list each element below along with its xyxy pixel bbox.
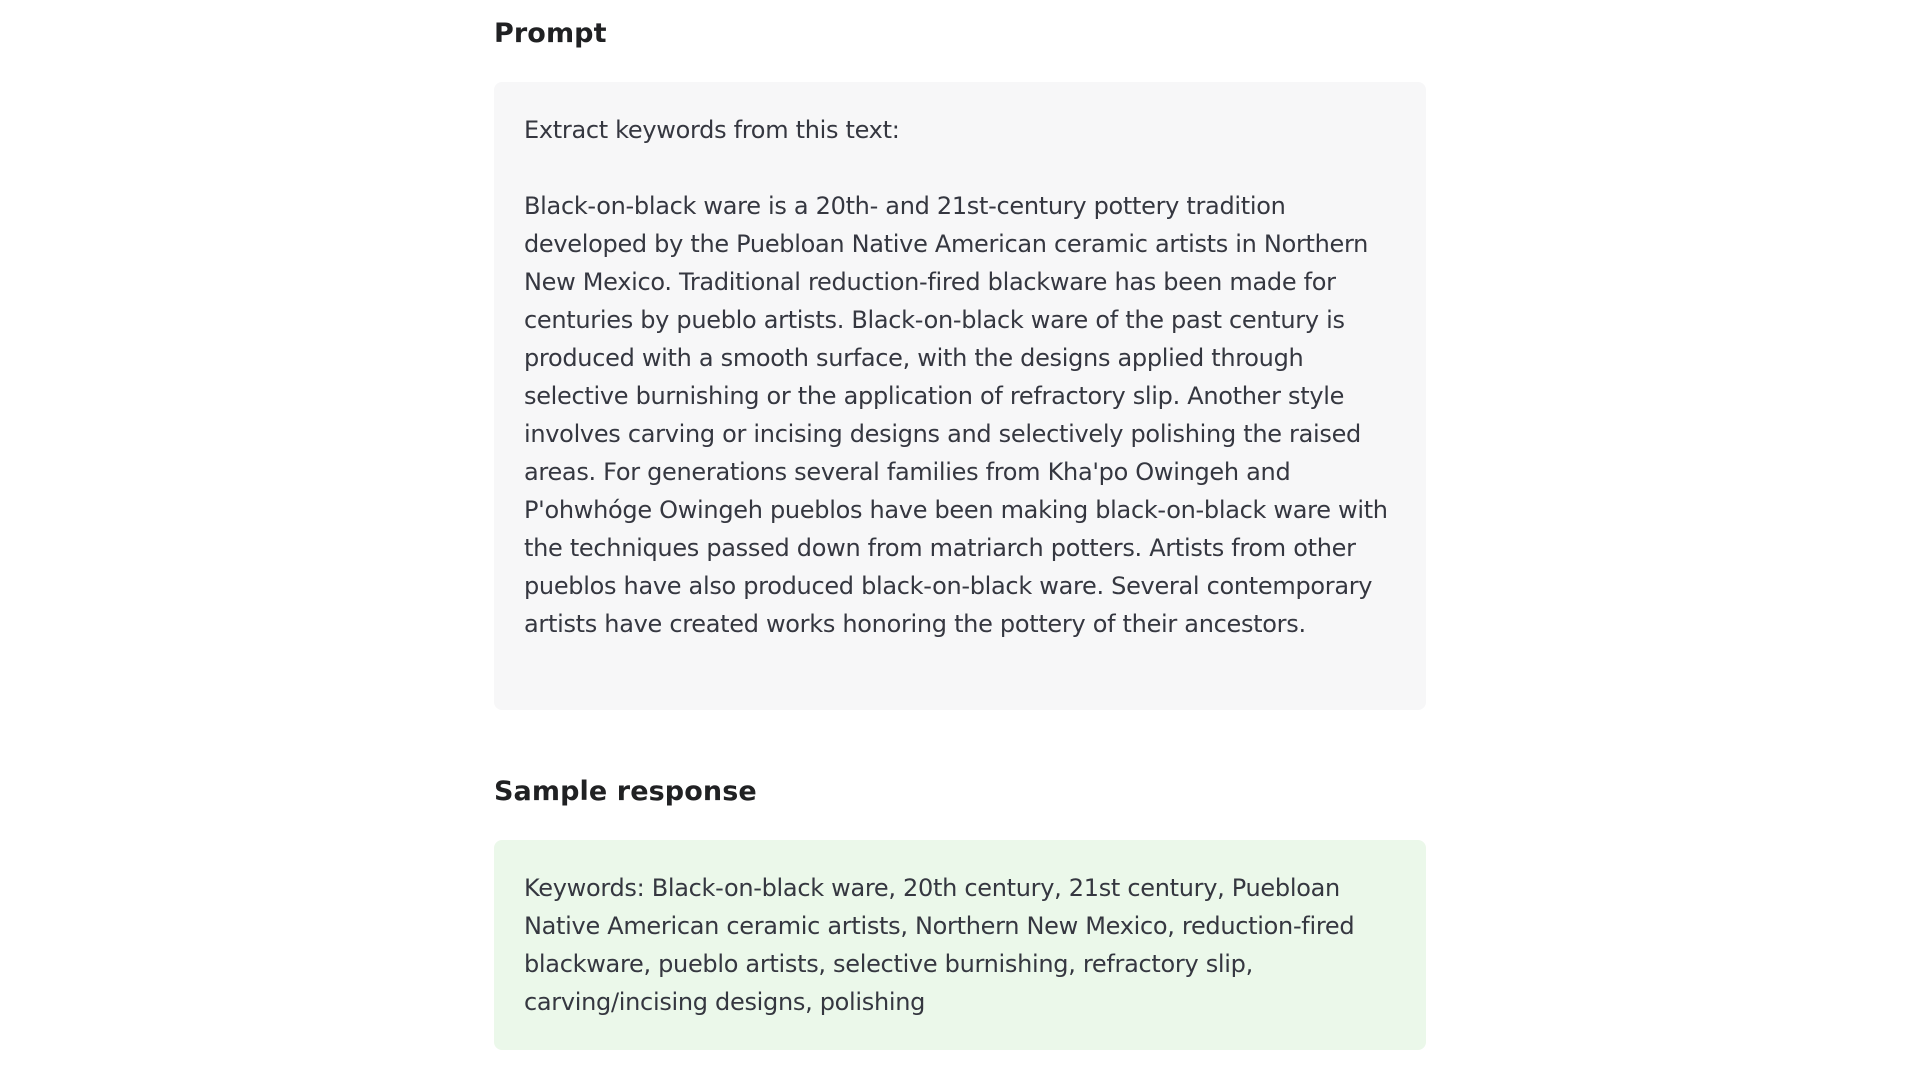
- sample-response-heading: Sample response: [494, 776, 757, 807]
- sample-response-box: [494, 840, 1426, 1050]
- sample-response-text: Keywords: Black-on-black ware, 20th century, 21st century, Puebloan Native American ceramic artists, Northern New Mexico, reduction-fired blackware, pueblo artists, selective burnishing, refractory slip, carving/incising designs, polishing: [524, 874, 1355, 1016]
- prompt-body-text: Black-on-black ware is a 20th- and 21st-century pottery tradition developed by the Puebloan Native American ceramic artists in Northern New Mexico. Traditional reduction-fired blackware has been made for centuries by pueblo artists. Black-on-black ware of the past century is produced with a smooth surface, with the designs applied through selective burnishing or the application of refractory slip. Another style involves carving or incising designs and selectively polishing the raised areas. For generations several families from Kha'po Owingeh and P'ohwhóge Owingeh pueblos have been making black-on-black ware with the techniques passed down from matriarch potters. Artists from other pueblos have also produced black-on-black ware. Several contemporary artists have created works honoring the pottery of their ancestors.: [524, 192, 1388, 638]
- prompt-heading: Prompt: [494, 18, 607, 49]
- prompt-box: [494, 82, 1426, 710]
- prompt-instruction: Extract keywords from this text:: [524, 116, 900, 144]
